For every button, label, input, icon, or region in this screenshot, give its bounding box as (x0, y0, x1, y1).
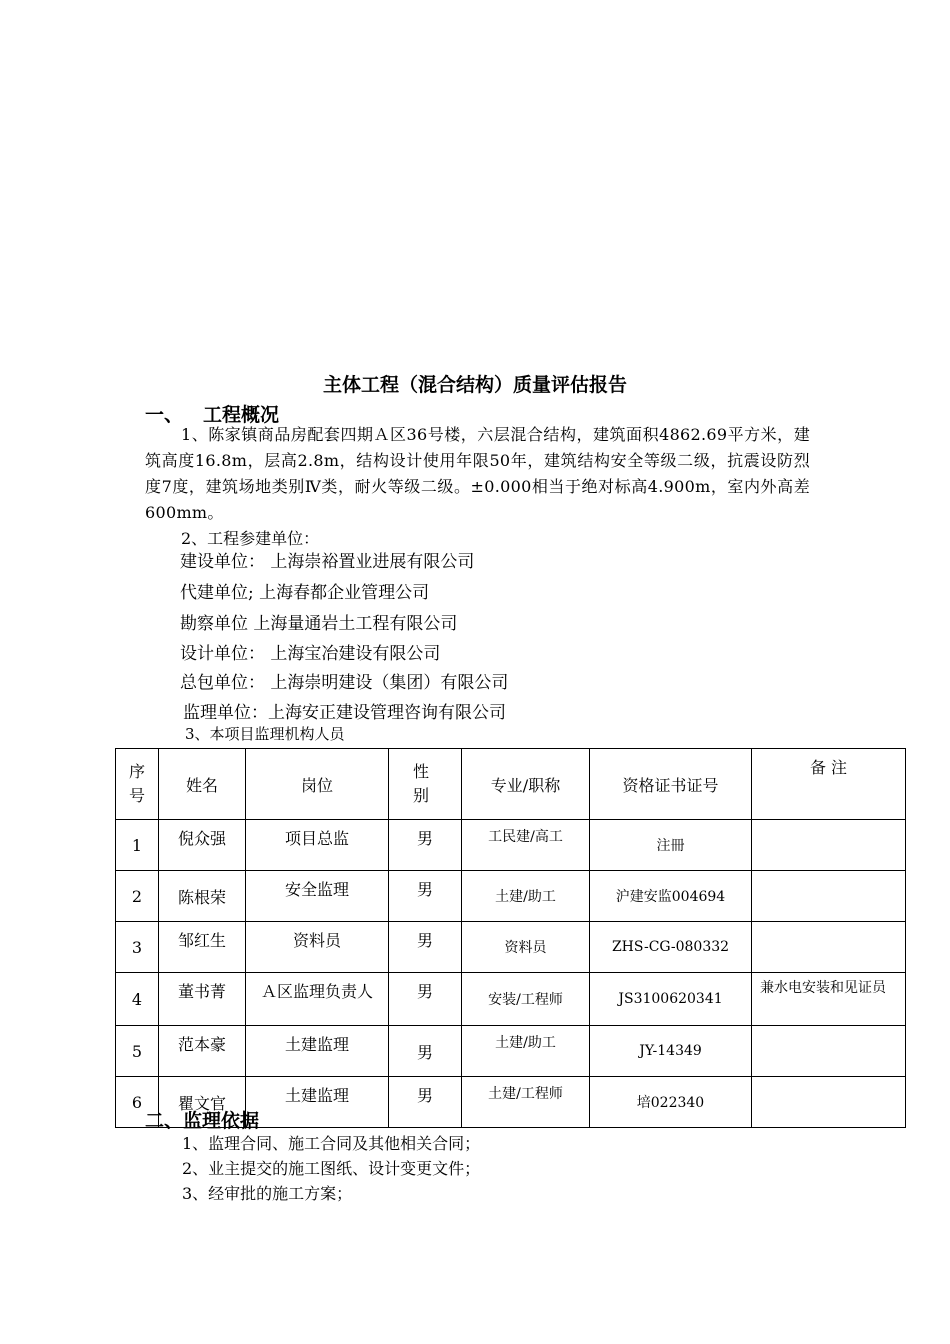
row-no: 2 (116, 871, 159, 922)
row-remark (752, 1077, 906, 1128)
row-remark (752, 922, 906, 973)
basis-item-1: 1、监理合同、施工合同及其他相关合同； (182, 1134, 481, 1153)
row-name: 倪众强 (159, 820, 246, 871)
row-post: 安全监理 (246, 871, 389, 922)
header-gender: 性别 (389, 749, 462, 820)
row-gender: 男 (389, 820, 462, 871)
unit-supervision: 监理单位：上海安正建设管理咨询有限公司 (183, 703, 506, 723)
row-post: 土建监理 (246, 1026, 389, 1077)
table-row (116, 973, 906, 1026)
units-heading: 2、工程参建单位： (181, 529, 320, 548)
row-gender: 男 (389, 1077, 462, 1128)
row-no: 3 (116, 922, 159, 973)
unit-agent: 代建单位; 上海春都企业管理公司 (180, 583, 430, 603)
table-row (116, 820, 906, 871)
row-no: 1 (116, 820, 159, 871)
row-post: 项目总监 (246, 820, 389, 871)
row-no: 5 (116, 1026, 159, 1077)
header-remark: 备 注 (752, 749, 906, 820)
unit-general-contractor: 总包单位： 上海崇明建设（集团）有限公司 (180, 673, 509, 693)
row-remark (752, 871, 906, 922)
row-cert: ZHS-CG-080332 (590, 922, 752, 973)
basis-item-2: 2、业主提交的施工图纸、设计变更文件； (182, 1159, 481, 1178)
section-1-number: 一、 (145, 404, 184, 426)
basis-item-3: 3、经审批的施工方案； (182, 1184, 353, 1203)
row-major: 资料员 (462, 922, 590, 973)
table-row (116, 871, 906, 922)
row-no: 4 (116, 973, 159, 1026)
row-name: 邹红生 (159, 922, 246, 973)
table-header-row (116, 749, 906, 820)
header-major: 专业/职称 (462, 749, 590, 820)
row-gender: 男 (389, 871, 462, 922)
row-name: 瞿文官 (159, 1077, 246, 1128)
row-major: 土建/助工 (462, 1026, 590, 1077)
unit-construction: 建设单位： 上海崇裕置业进展有限公司 (180, 552, 475, 572)
header-post: 岗位 (246, 749, 389, 820)
header-no: 序号 (116, 749, 159, 820)
header-name: 姓名 (159, 749, 246, 820)
row-post: Ａ区监理负责人 (246, 973, 389, 1026)
row-gender: 男 (389, 973, 462, 1026)
row-major: 工民建/高工 (462, 820, 590, 871)
unit-design: 设计单位： 上海宝冶建设有限公司 (180, 644, 441, 664)
staff-heading: 3、本项目监理机构人员 (185, 725, 345, 743)
row-name: 陈根荣 (159, 871, 246, 922)
row-cert: 沪建安监004694 (590, 871, 752, 922)
row-name: 董书菁 (159, 973, 246, 1026)
row-remark (752, 1026, 906, 1077)
row-cert: 注冊 (590, 820, 752, 871)
row-cert: 培022340 (590, 1077, 752, 1128)
row-name: 范本豪 (159, 1026, 246, 1077)
row-remark: 兼水电安装和见证员 (752, 973, 906, 1026)
row-post: 土建监理 (246, 1077, 389, 1128)
row-no: 6 (116, 1077, 159, 1128)
staff-table (115, 748, 906, 1128)
section-1-title: 工程概况 (203, 404, 280, 426)
section-2-heading: 二、监理依据 (145, 1110, 260, 1132)
unit-survey: 勘察单位 上海量通岩土工程有限公司 (180, 614, 458, 634)
project-overview-text: 1、陈家镇商品房配套四期Ａ区36号楼，六层混合结构，建筑面积4862.69平方米，建筑高度16.8m，层高2.8m，结构设计使用年限50年，建筑结构安全等级二级，抗震设防烈度7度，建筑场地类别Ⅳ类，耐火等级二级。±0.000相当于绝对标高4.900m，室内外高差600mm。 (145, 425, 810, 522)
row-major: 土建/助工 (462, 871, 590, 922)
row-post: 资料员 (246, 922, 389, 973)
row-cert: JY-14349 (590, 1026, 752, 1077)
project-overview-paragraph (145, 422, 810, 526)
row-gender: 男 (389, 922, 462, 973)
row-major: 土建/工程师 (462, 1077, 590, 1128)
row-cert: JS3100620341 (590, 973, 752, 1026)
table-row (116, 922, 906, 973)
report-title: 主体工程（混合结构）质量评估报告 (322, 374, 627, 396)
table-row (116, 1026, 906, 1077)
row-remark (752, 820, 906, 871)
row-major: 安装/工程师 (462, 973, 590, 1026)
row-gender: 男 (389, 1026, 462, 1077)
header-cert: 资格证书证号 (590, 749, 752, 820)
